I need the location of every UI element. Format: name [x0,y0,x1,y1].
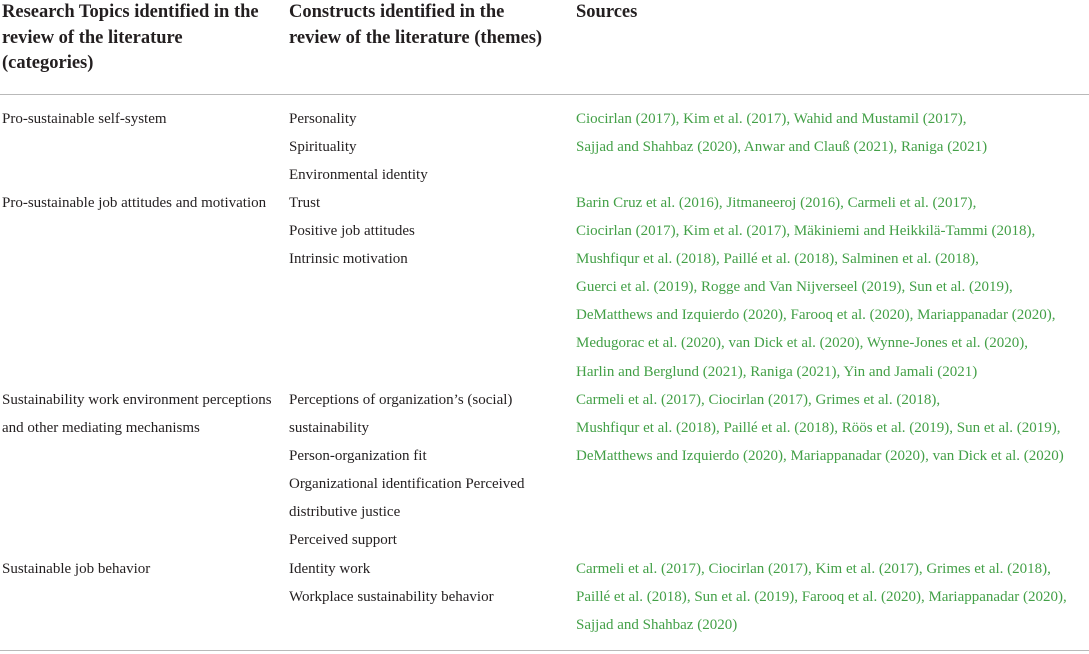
construct-item: Trust [289,195,321,211]
constructs-cell [289,386,561,555]
source-link[interactable]: Kim et al. (2017) [815,561,919,577]
table-row [0,386,1089,555]
constructs-cell [289,555,561,611]
source-link[interactable]: Mariappanadar (2020) [917,307,1052,324]
table-body [0,105,1089,639]
table-row [0,189,1089,386]
header-research-topics: Research Topics identified in the review of the literature (categories) [2,2,259,73]
source-link[interactable]: van Dick et al. (2020) [728,335,860,352]
source-link[interactable]: Rogge and Van Nijverseel (2019) [700,279,902,296]
source-link[interactable]: Jitmaneeroj (2016) [726,195,841,211]
source-link[interactable]: Mushfiqur et al. (2018) [576,251,716,268]
construct-item: Person-organization fit [289,448,427,465]
topic-cell: Sustainable job behavior [2,561,151,577]
constructs-cell [289,105,561,189]
source-link[interactable]: Farooq et al. (2020) [801,589,921,606]
source-link[interactable]: DeMatthews and Izquierdo (2020) [576,448,784,465]
topic-cell: Pro-sustainable job attitudes and motivation [2,195,267,211]
construct-item: Workplace sustainability behavior [289,589,494,606]
source-link[interactable]: Farooq et al. (2020) [790,307,910,324]
sources-cell: Barin Cruz et al. (2016), Jitmaneeroj (2016), Carmeli et al. (2017), Ciocirlan (2017), Kim et al. (2017), Mäkiniemi and Heikkilä-Tammi (2018), Mushfiqur et al. (2018), Paillé et al. (2018), Salminen et al. (2018), Guerci et al. (2019), Rogge and Van Nijverseel (2019), Sun et al. (2019), DeMatthews and Izquierdo (2020), Farooq et al. (2020), Mariappanadar (2020), Medugorac et al. (2020), van Dick et al. (2020), Wynne-Jones et al. (2020), Harlin and Berglund (2021), Raniga (2021), Yin and Jamali (2021) [576,195,1056,380]
construct-item: Positive job attitudes [289,223,415,240]
source-link[interactable]: Mariappanadar (2020) [790,448,926,465]
source-link[interactable]: Ciocirlan (2017) [708,561,809,577]
source-link[interactable]: Salminen et al. (2018) [841,251,976,268]
source-link[interactable]: Yin and Jamali (2021) [843,363,978,380]
source-link[interactable]: Carmeli et al. (2017) [576,561,701,577]
source-link[interactable]: Harlin and Berglund (2021) [576,363,743,380]
source-link[interactable]: Raniga (2021) [900,139,988,156]
source-link[interactable]: Ciocirlan (2017) [708,392,809,408]
construct-item: Perceptions of organization’s (social) [289,392,513,408]
topic-cell: Pro-sustainable self-system [2,111,167,127]
table-row [0,555,1089,639]
source-link[interactable]: van Dick et al. (2020) [932,448,1064,465]
table-header [0,0,1089,95]
source-link[interactable]: Paillé et al. (2018) [576,589,687,606]
sources-cell: Carmeli et al. (2017), Ciocirlan (2017), Kim et al. (2017), Grimes et al. (2018), Paillé et al. (2018), Sun et al. (2019), Farooq et al. (2020), Mariappanadar (2020), Sajjad and Shahbaz (2020) [576,561,1067,634]
sources-cell: Ciocirlan (2017), Kim et al. (2017), Wahid and Mustamil (2017), Sajjad and Shahbaz (2020), Anwar and Clauß (2021), Raniga (2021) [576,111,988,156]
constructs-cell [289,189,561,273]
source-link[interactable]: Kim et al. (2017) [683,223,787,240]
header-sources: Sources [576,2,638,22]
source-link[interactable]: Sun et al. (2019) [956,420,1057,437]
source-link[interactable]: Ciocirlan (2017) [576,223,676,240]
source-link[interactable]: Raniga (2021) [750,363,837,380]
source-link[interactable]: Mäkiniemi and Heikkilä-Tammi (2018) [793,223,1032,240]
topic-cell: Sustainability work environment perceptions and other mediating mechanisms [2,392,272,437]
table-row [0,105,1089,189]
source-link[interactable]: Paillé et al. (2018) [723,251,835,268]
construct-item: Identity work [289,561,371,577]
source-link[interactable]: Mushfiqur et al. (2018) [576,420,716,437]
source-link[interactable]: Sajjad and Shahbaz (2020) [576,617,738,634]
source-link[interactable]: Sun et al. (2019) [694,589,795,606]
source-link[interactable]: Sajjad and Shahbaz (2020) [576,139,738,156]
header-constructs: Constructs identified in the review of the literature (themes) [289,2,543,48]
source-link[interactable]: Barin Cruz et al. (2016) [576,195,719,211]
source-link[interactable]: Carmeli et al. (2017) [847,195,973,211]
source-link[interactable]: Mariappanadar (2020) [928,589,1063,606]
source-link[interactable]: Paillé et al. (2018) [723,420,835,437]
construct-item: distributive justice [289,504,401,521]
source-link[interactable]: Sun et al. (2019) [908,279,1009,296]
source-link[interactable]: DeMatthews and Izquierdo (2020) [576,307,784,324]
source-link[interactable]: Guerci et al. (2019) [576,279,694,296]
construct-item: Perceived support [289,532,397,549]
source-link[interactable]: Ciocirlan (2017) [576,111,676,127]
source-link[interactable]: Kim et al. (2017) [683,111,787,127]
source-link[interactable]: Medugorac et al. (2020) [576,335,721,352]
source-link[interactable]: Grimes et al. (2018) [926,561,1048,577]
source-link[interactable]: Röös et al. (2019) [841,420,950,437]
construct-item: Environmental identity [289,167,428,184]
construct-item: Spirituality [289,139,357,156]
construct-item: sustainability [289,420,369,437]
table-bottom-rule [0,650,1089,651]
construct-item: Personality [289,111,357,127]
source-link[interactable]: Wahid and Mustamil (2017) [793,111,963,127]
construct-item: Organizational identification Perceived [289,476,525,493]
source-link[interactable]: Grimes et al. (2018) [815,392,937,408]
sources-cell: Carmeli et al. (2017), Ciocirlan (2017), Grimes et al. (2018), Mushfiqur et al. (2018), Paillé et al. (2018), Röös et al. (2019), Sun et al. (2019), DeMatthews and Izquierdo (2020), Mariappanadar (2020), van Dick et al. (2020) [576,392,1064,465]
source-link[interactable]: Wynne-Jones et al. (2020) [866,335,1025,352]
source-link[interactable]: Anwar and Clauß (2021) [743,139,894,156]
source-link[interactable]: Carmeli et al. (2017) [576,392,701,408]
construct-item: Intrinsic motivation [289,251,408,268]
